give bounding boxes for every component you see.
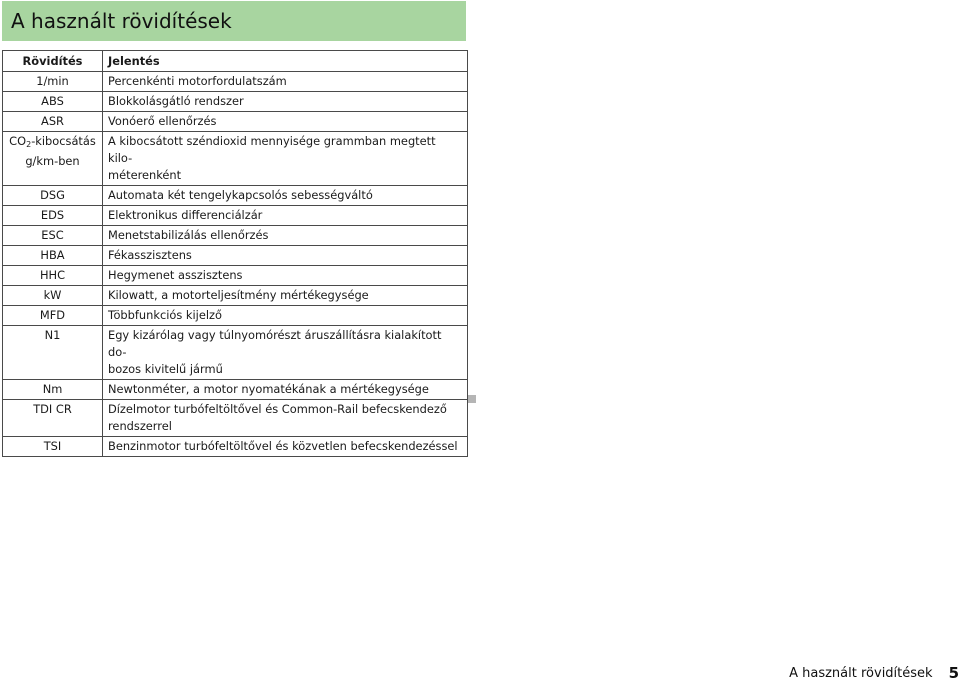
abbreviation-cell: DSG [3, 186, 103, 206]
table-row [3, 206, 468, 226]
section-end-marker [468, 395, 476, 403]
column-header-meaning: Jelentés [103, 51, 468, 72]
abbreviation-cell: ASR [3, 112, 103, 132]
table-row [3, 92, 468, 112]
abbreviation-cell: N1 [3, 326, 103, 380]
table-row [3, 400, 468, 437]
abbreviation-cell: ABS [3, 92, 103, 112]
abbreviation-line [5, 133, 100, 153]
page-footer [660, 664, 960, 682]
abbreviation-prefix: CO [9, 134, 27, 148]
table-row [3, 226, 468, 246]
abbreviation-cell: Nm [3, 380, 103, 400]
table-row [3, 437, 468, 457]
meaning-line: Dízelmotor turbófeltöltővel és Common-Rail befecskendező [108, 402, 447, 416]
section-header [2, 1, 466, 41]
abbreviation-line-2: g/km-ben [25, 154, 80, 168]
meaning-cell: Benzinmotor turbófeltöltővel és közvetlen befecskendezéssel [103, 437, 468, 457]
meaning-line-2: méterenként [108, 168, 182, 182]
meaning-cell: Blokkolásgátló rendszer [103, 92, 468, 112]
table-row [3, 266, 468, 286]
meaning-cell: Automata két tengelykapcsolós sebességváltó [103, 186, 468, 206]
abbreviation-cell: EDS [3, 206, 103, 226]
meaning-cell: Többfunkciós kijelző [103, 306, 468, 326]
meaning-line: Egy kizárólag vagy túlnyomórészt áruszállításra kialakított do- [108, 328, 442, 359]
table-row [3, 112, 468, 132]
section-title: A használt rövidítések [11, 9, 232, 33]
meaning-cell [103, 326, 468, 380]
abbreviation-cell: ESC [3, 226, 103, 246]
abbreviation-subscript: 2 [26, 140, 32, 149]
table-row [3, 326, 468, 380]
abbreviation-cell: HHC [3, 266, 103, 286]
table-row [3, 72, 468, 92]
meaning-cell [103, 400, 468, 437]
table-row [3, 380, 468, 400]
table-header-row [3, 51, 468, 72]
meaning-cell: Menetstabilizálás ellenőrzés [103, 226, 468, 246]
abbreviations-table [2, 50, 468, 457]
column-header-abbreviation: Rövidítés [3, 51, 103, 72]
meaning-line: A kibocsátott széndioxid mennyisége grammban megtett kilo- [108, 134, 436, 165]
footer-title: A használt rövidítések [789, 665, 933, 681]
table-row [3, 246, 468, 266]
table-row [3, 286, 468, 306]
abbreviation-cell [3, 132, 103, 186]
meaning-line-2: rendszerrel [108, 419, 172, 433]
meaning-cell: Fékasszisztens [103, 246, 468, 266]
meaning-cell: Newtonméter, a motor nyomatékának a mértékegysége [103, 380, 468, 400]
meaning-cell: Elektronikus differenciálzár [103, 206, 468, 226]
abbreviation-suffix: -kibocsátás [31, 134, 96, 148]
table-row [3, 306, 468, 326]
page-number: 5 [948, 664, 959, 682]
table-row [3, 132, 468, 186]
meaning-cell: Vonóerő ellenőrzés [103, 112, 468, 132]
abbreviation-cell: kW [3, 286, 103, 306]
meaning-line-2: bozos kivitelű jármű [108, 362, 223, 376]
meaning-cell: Percenkénti motorfordulatszám [103, 72, 468, 92]
meaning-cell: Hegymenet asszisztens [103, 266, 468, 286]
meaning-cell [103, 132, 468, 186]
abbreviation-cell: TDI CR [3, 400, 103, 437]
meaning-cell: Kilowatt, a motorteljesítmény mértékegysége [103, 286, 468, 306]
abbreviation-cell: HBA [3, 246, 103, 266]
abbreviation-cell: TSI [3, 437, 103, 457]
abbreviation-cell: MFD [3, 306, 103, 326]
table-row [3, 186, 468, 206]
abbreviation-cell: 1/min [3, 72, 103, 92]
